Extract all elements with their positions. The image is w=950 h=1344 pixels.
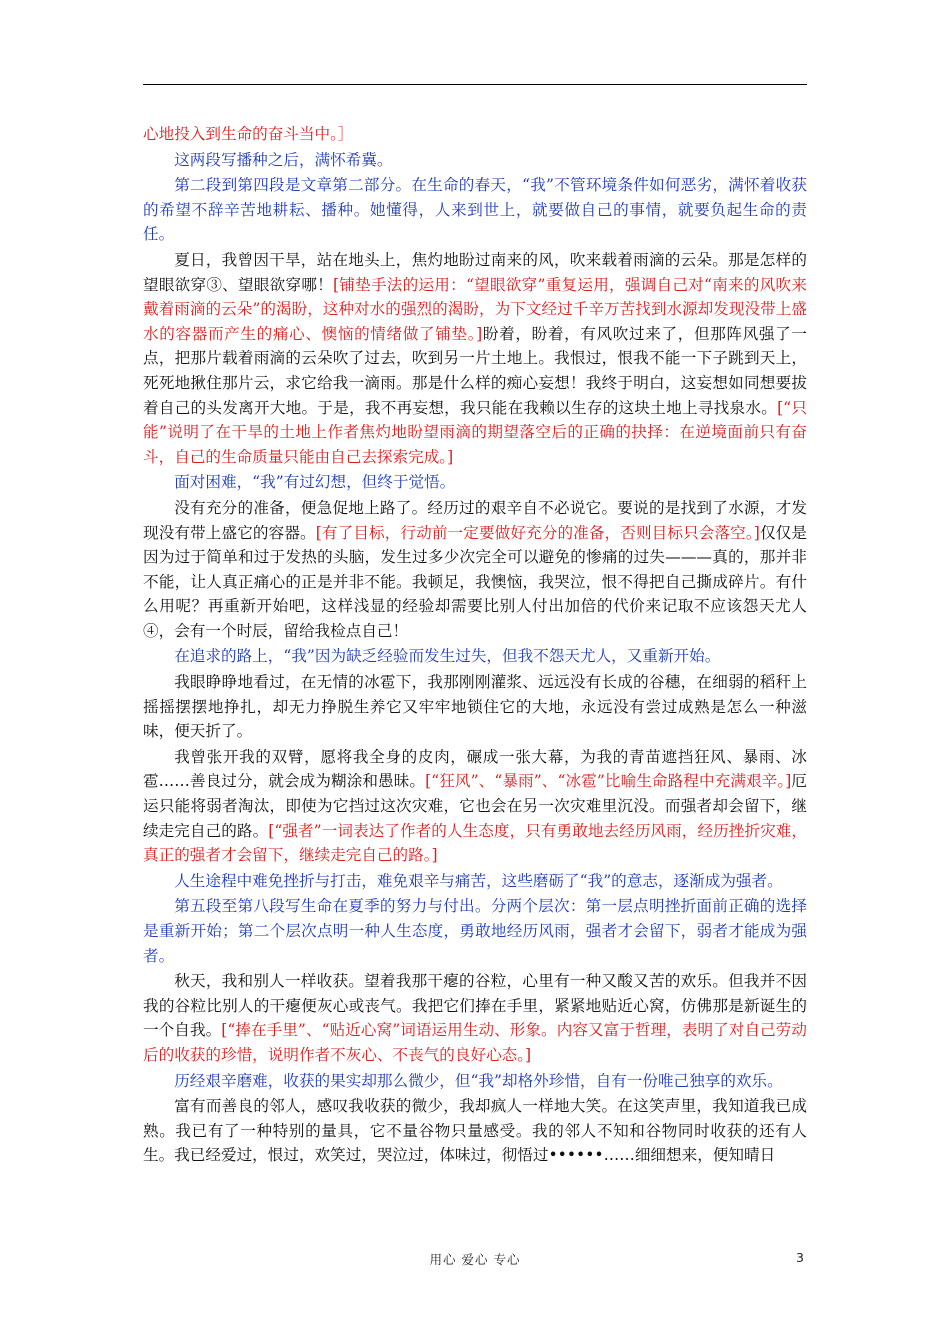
- body-paragraph: 我眼睁睁地看过，在无情的冰雹下，我那刚刚灌浆、远远没有长成的谷穗，在细弱的稻秆上摇摇摆摆地挣扎，却无力挣脱生养它又牢牢地锁住它的大地，永远没有尝过成熟是怎么一种滋味，便天折了。: [143, 673, 807, 741]
- analysis-paragraph: 第五段至第八段写生命在夏季的努力与付出。分两个层次：第一层点明挫折面前正确的选择是重新开始；第二个层次点明一种人生态度，勇敢地经历风雨，强者才会留下，弱者才能成为强者。: [143, 897, 807, 965]
- annotation-note: [有了目标，行动前一定要做好充分的准备，否则目标只会落空。]: [315, 523, 760, 542]
- paragraph: [143, 969, 807, 1067]
- body-text: 夏日，我曾因干旱，站在地头上，焦灼地盼过南来的风，吹来载着雨滴的云朵。那是怎样的望眼欲穿③、望眼欲穿哪！: [143, 250, 807, 294]
- body-text: 盼着，盼着，有风吹过来了，但那阵风强了一点，把那片载着雨滴的云朵吹了过去，吹到另一片土地上。我恨过，恨我不能一下子跳到天上，死死地揪住那片云，求它给我一滴雨。那是什么样的痴心妄想！我终于明白，这妄想如同想要拔着自己的头发离开大地。于是，我不再妄想，我只能在我赖以生存的这块土地上寻找泉水。: [143, 324, 807, 417]
- body-paragraph: 富有而善良的邻人，感叹我收获的微少，我却疯人一样地大笑。在这笑声里，我知道我已成熟。我已有了一种特别的量具，它不量谷物只量感受。我的邻人不知和谷物同时收获的还有人生。我已经爱过，恨过，欢笑过，哭泣过，体味过，彻悟过••••••……细细想来，便知晴日: [143, 1097, 807, 1165]
- header-rule: [143, 84, 807, 85]
- page-number: 3: [796, 1250, 804, 1265]
- annotation-note: [“只能”说明了在干旱的土地上作者焦灼地盼望雨滴的期望落空后的正确的抉择：在逆境面前只有奋斗，自己的生命质量只能由自己去探索完成。]: [143, 398, 807, 466]
- annotation-note: [“捧在手里”、“贴近心窝”词语运用生动、形象。内容又富于哲理，表明了对自己劳动后的收获的珍惜，说明作者不灰心、不丧气的良好心态。]: [143, 1021, 807, 1064]
- annotation-note: 心地投入到生命的奋斗当中。］: [143, 125, 354, 143]
- footer-motto: 用心 爱心 专心: [429, 1252, 521, 1267]
- body-text: 秋天，我和别人一样收获。望着我那干瘪的谷粒，心里有一种又酸又苦的欢乐。但我并不因我的谷粒比别人的干瘪便灰心或丧气。我把它们捧在手里，紧紧地贴近心窝，仿佛那是新诞生的一个自我。: [143, 972, 807, 1040]
- paragraph: [143, 745, 807, 868]
- paragraph: [143, 248, 807, 469]
- analysis-paragraph: 这两段写播种之后，满怀希冀。: [174, 150, 393, 169]
- analysis-paragraph: 第二段到第四段是文章第二部分。在生命的春天，“我”不管环境条件如何恶劣，满怀着收获的希望不辞辛苦地耕耘、播种。她懂得，人来到世上，就要做自己的事情，就要负起生命的责任。: [143, 176, 807, 244]
- annotation-note: [铺垫手法的运用：“望眼欲穿”重复运用，强调自己对“南来的风吹来戴着雨滴的云朵”的渴盼，这种对水的强烈的渴盼，为下文经过千辛万苦找到水源却发现没带上盛水的容器而产生的痛心、懊恼的情绪做了铺垫。]: [143, 275, 807, 343]
- document-body: [143, 122, 807, 1169]
- analysis-paragraph: 在追求的路上，“我”因为缺乏经验而发生过失，但我不怨天尤人，又重新开始。: [174, 647, 721, 666]
- annotation-note: [“强者”一词表达了作者的人生态度，只有勇敢地去经历风雨，经历挫折灾难，真正的强者才会留下，继续走完自己的路。]: [143, 821, 807, 865]
- analysis-paragraph: 历经艰辛磨难，收获的果实却那么微少，但“我”却格外珍惜，自有一份唯己独享的欢乐。: [174, 1071, 783, 1090]
- body-text: 厄运只能将弱者淘汰，即使为它挡过这次灾难，它也会在另一次灾难里沉没。而强者却会留下，继续走完自己的路。: [143, 772, 807, 840]
- analysis-paragraph: 面对困难，“我”有过幻想，但终于觉悟。: [174, 473, 456, 492]
- body-text: 我曾张开我的双臂，愿将我全身的皮肉，碾成一张大幕，为我的青苗遮挡狂风、暴雨、冰雹……善良过分，就会成为糊涂和愚昧。: [143, 747, 807, 791]
- annotation-note: [“狂风”、“暴雨”、“冰雹”比喻生命路程中充满艰辛。]: [425, 772, 792, 791]
- body-text: 没有充分的准备，便急促地上路了。经历过的艰辛自不必说它。要说的是找到了水源，才发现没有带上盛它的容器。: [143, 498, 807, 542]
- paragraph: [143, 496, 807, 644]
- analysis-paragraph: 人生途程中难免挫折与打击，难免艰辛与痛苦，这些磨砺了“我”的意志，逐渐成为强者。: [174, 871, 783, 890]
- body-text: 仅仅是因为过于简单和过于发热的头脑，发生过多少次完全可以避免的惨痛的过失———真的，那并非不能，让人真正痛心的正是并非不能。我顿足，我懊恼，我哭泣，恨不得把自己撕成碎片。有什么用呢？再重新开始吧，这样浅显的经验却需要比别人付出加倍的代价来记取不应该怨天尤人④，会有一个时辰，留给我检点自己！: [143, 523, 807, 640]
